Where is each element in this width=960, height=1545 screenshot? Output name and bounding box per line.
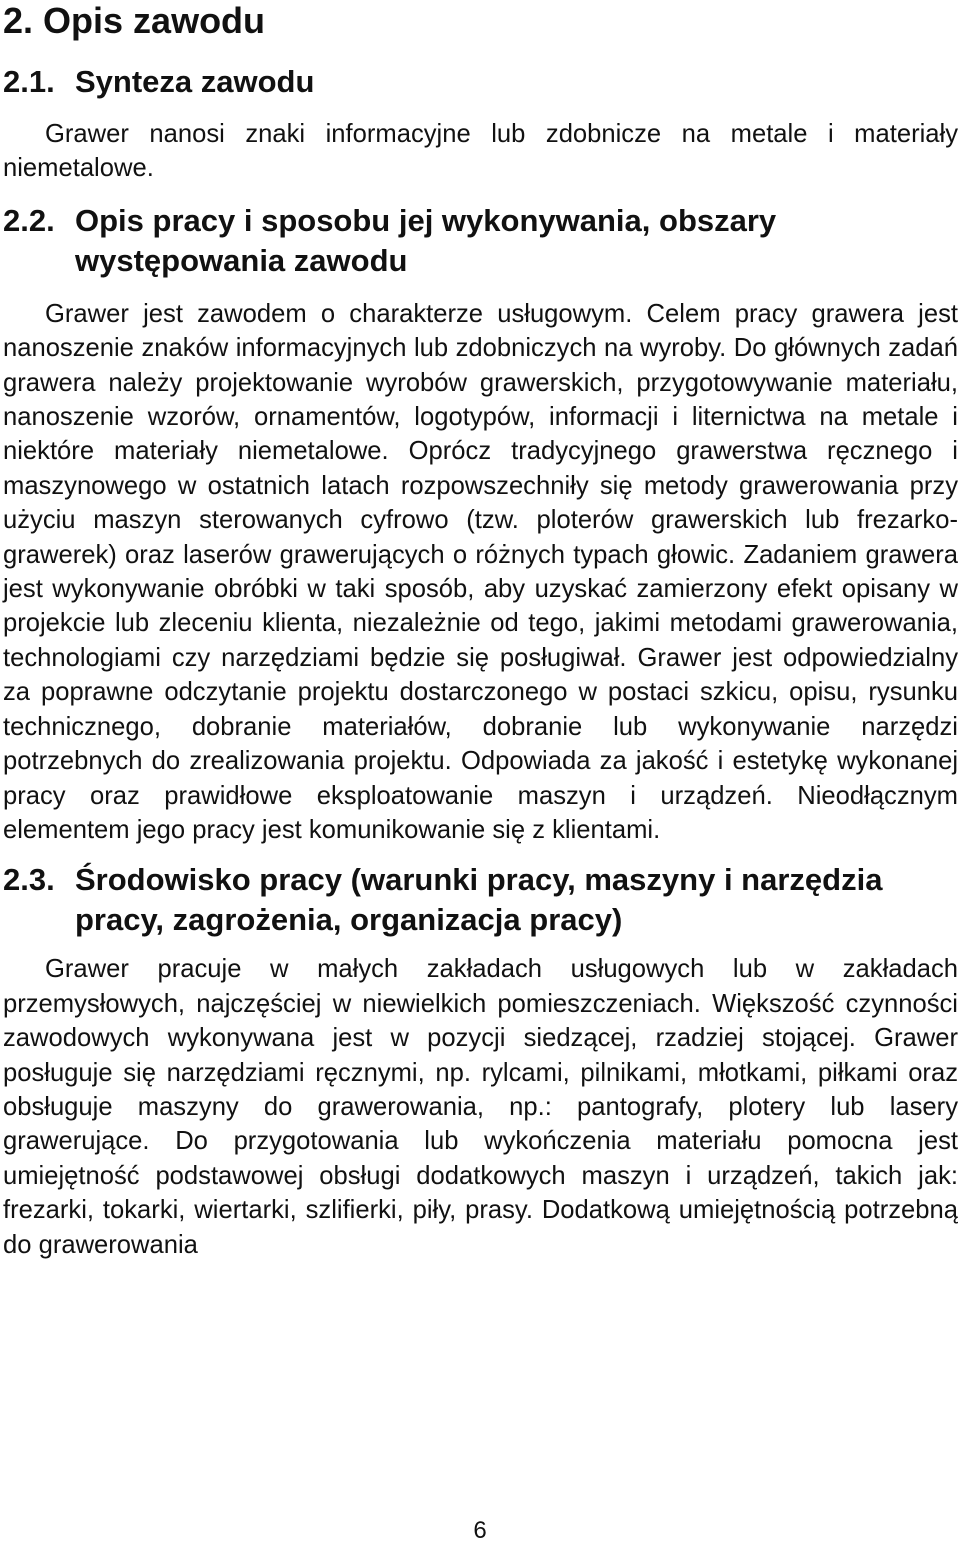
page-number: 6 <box>473 1517 487 1544</box>
section-number: 2.1. <box>3 64 55 99</box>
section-2-1-paragraph: Grawer nanosi znaki informacyjne lub zdobnicze na metale i materiały niemetalowe. <box>3 120 958 183</box>
section-2-1-heading <box>3 62 958 102</box>
section-2-2-heading <box>3 201 958 281</box>
main-heading: 2. Opis zawodu <box>3 0 266 41</box>
section-title: Opis pracy i sposobu jej wykonywania, obszary występowania zawodu <box>75 202 777 278</box>
document-page <box>3 0 958 1262</box>
section-title: Środowisko pracy (warunki pracy, maszyny i narzędzia pracy, zagrożenia, organizacja pracy) <box>75 862 883 938</box>
section-number: 2.2. <box>3 202 55 238</box>
section-title: Synteza zawodu <box>75 64 315 99</box>
section-2-3-heading <box>3 860 958 940</box>
section-2-2-paragraph: Grawer jest zawodem o charakterze usługowym. Celem pracy grawera jest nanoszenie znaków informacyjnych lub zdobniczych na wyroby. Do głównych zadań grawera należy projektowanie wyrobów grawerskich, przygotowywanie materiału, nanoszenie wzorów, ornamentów, logotypów, informacji i liternictwa na metale i niektóre materiały niemetalowe. Oprócz tradycyjnego grawerstwa ręcznego i maszynowego w ostatnich latach rozpowszechniły się metody grawerowania przy użyciu maszyn sterowanych cyfrowo (tzw. ploterów grawerskich lub frezarko-grawerek) oraz laserów grawerujących o różnych typach głowic. Zadaniem grawera jest wykonywanie obróbki w taki sposób, aby uzyskać zamierzony efekt opisany w projekcie lub zleceniu klienta, niezależnie od tego, jakimi metodami grawerowania, technologiami czy narzędziami będzie się posługiwał. Grawer jest odpowiedzialny za poprawne odczytanie projektu dostarczonego w postaci szkicu, opisu, rysunku technicznego, dobranie materiałów, dobranie lub wykonywanie narzędzi potrzebnych do zrealizowania projektu. Odpowiada za jakość i estetykę wykonanej pracy oraz prawidłowe eksploatowanie maszyn i urządzeń. Nieodłącznym elementem jego pracy jest komunikowanie się z klientami. <box>3 299 958 844</box>
section-2-3-paragraph: Grawer pracuje w małych zakładach usługowych lub w zakładach przemysłowych, najczęściej w niewielkich pomieszczeniach. Większość czynności zawodowych wykonywana jest w pozycji siedzącej, rzadziej stojącej. Grawer posługuje się narzędziami ręcznymi, np. rylcami, pilnikami, młotkami, piłkami oraz obsługuje maszyny do grawerowania, np.: pantografy, plotery lub lasery grawerujące. Do przygotowania lub wykończenia materiału pomocna jest umiejętność podstawowej obsługi dodatkowych maszyn i urządzeń, takich jak: frezarki, tokarki, wiertarki, szlifierki, piły, prasy. Dodatkową umiejętnością potrzebną do grawerowania <box>3 955 958 1259</box>
section-number: 2.3. <box>3 862 55 898</box>
